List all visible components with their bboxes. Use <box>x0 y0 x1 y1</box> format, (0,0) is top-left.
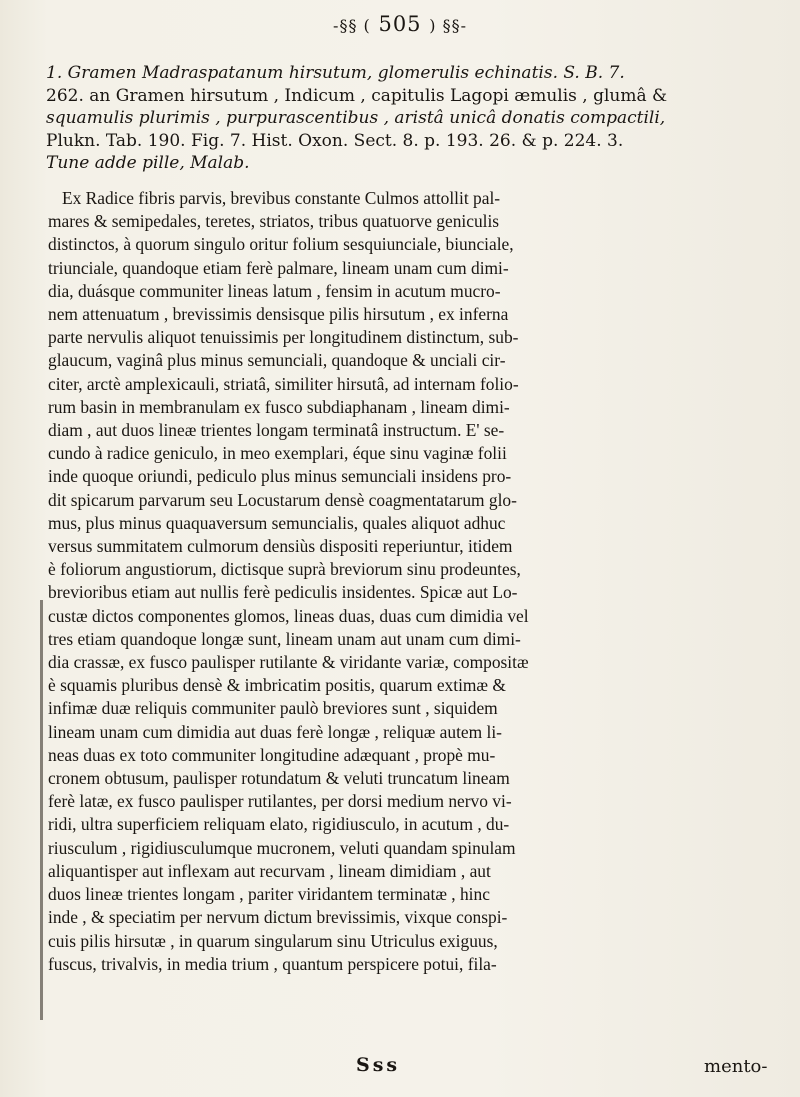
text-line: inde , & speciatim per nervum dictum brevissimis, vixque conspi- <box>48 907 508 928</box>
text-line: mus, plus minus quaquaversum semuncialis, quales aliquot adhuc <box>48 512 506 533</box>
signature-mark: Sss <box>356 1054 401 1076</box>
text-line: inde quoque oriundi, pediculo plus minus semunciali insidens pro- <box>48 466 512 487</box>
text-line: cronem obtusum, paulisper rotundatum & veluti truncatum lineam <box>48 768 510 789</box>
catchword: mento- <box>704 1056 768 1077</box>
binding-shadow <box>40 600 43 1020</box>
text-line: fuscus, trivalvis, in media trium , quantum perspicere potui, fila- <box>48 953 497 974</box>
text-line: ridi, ultra superficiem reliquam elato, rigidiusculo, in acutum , du- <box>48 814 510 835</box>
text-line: cundo à radice geniculo, in meo exemplari, éque sinu vaginæ folii <box>48 443 507 464</box>
text-line: dia, duásque communiter lineas latum , fensim in acutum mucro- <box>48 280 501 301</box>
text-line: ferè latæ, ex fusco paulisper rutilantes, per dorsi medium nervo vi- <box>48 791 512 812</box>
header-ornament-left: -§§ ( <box>333 16 371 35</box>
text-line: citer, arctè amplexicauli, striatâ, similiter hirsutâ, ad internam folio- <box>48 373 519 394</box>
header-ornament-right: ) §§- <box>429 16 467 35</box>
text-line: triunciale, quandoque etiam ferè palmare, lineam unam cum dimi- <box>48 257 509 278</box>
text-line: neas duas ex toto communiter longitudine adæquant , propè mu- <box>48 744 496 765</box>
text-line: dit spicarum parvarum seu Locustarum densè coagmentatarum glo- <box>48 489 517 510</box>
page-footer <box>0 1054 800 1084</box>
text-line: è squamis pluribus densè & imbricatim positis, quarum extimæ & <box>48 675 506 696</box>
text-line: è foliorum angustiorum, dictisque suprà breviorum sinu prodeuntes, <box>48 559 521 580</box>
text-line: nem attenuatum , brevissimis densisque pilis hirsutum , ex inferna <box>48 304 509 325</box>
text-line: infimæ duæ reliquis communiter paulò breviores sunt , siquidem <box>48 698 498 719</box>
text-line: diam , aut duos lineæ trientes longam terminatâ instructum. E' se- <box>48 420 505 441</box>
text-line: rum basin in membranulam ex fusco subdiaphanam , lineam dimi- <box>48 396 510 417</box>
species-entry <box>46 62 766 175</box>
text-line: riusculum , rigidiusculumque mucronem, veluti quandam spinulam <box>48 837 516 858</box>
text-line: mares & semipedales, teretes, striatos, tribus quatuorve geniculis <box>48 211 500 232</box>
text-line: duos lineæ trientes longam , pariter viridantem terminatæ , hinc <box>48 884 490 905</box>
page-header <box>0 12 800 36</box>
text-line: custæ dictos componentes glomos, lineas duas, duas cum dimidia vel <box>48 605 529 626</box>
text-line: aliquantisper aut inflexam aut recurvam , lineam dimidiam , aut <box>48 860 491 881</box>
entry-line: Tune adde pille, Malab. <box>46 153 250 173</box>
text-line: lineam unam cum dimidia aut duas ferè longæ , reliquæ autem li- <box>48 721 502 742</box>
entry-line: 1. Gramen Madraspatanum hirsutum, glomerulis echinatis. S. B. 7. <box>46 63 625 83</box>
description-text <box>48 187 776 976</box>
page-number: 505 <box>378 12 422 36</box>
text-line: Ex Radice fibris parvis, brevibus constante Culmos attollit pal- <box>62 188 501 208</box>
text-line: glaucum, vaginâ plus minus semunciali, quandoque & unciali cir- <box>48 350 506 371</box>
text-line: parte nervulis aliquot tenuissimis per longitudinem distinctum, sub- <box>48 327 519 348</box>
entry-line: squamulis plurimis , purpurascentibus , aristâ unicâ donatis compactili, <box>46 108 666 128</box>
text-line: brevioribus etiam aut nullis ferè pediculis insidentes. Spicæ aut Lo- <box>48 582 518 603</box>
text-line: cuis pilis hirsutæ , in quarum singularum sinu Utriculus exiguus, <box>48 930 498 951</box>
text-line: versus summitatem culmorum densiùs dispositi reperiuntur, itidem <box>48 536 513 557</box>
entry-line: Plukn. Tab. 190. Fig. 7. Hist. Oxon. Sect. 8. p. 193. 26. & p. 224. 3. <box>46 130 624 151</box>
entry-line: 262. an Gramen hirsutum , Indicum , capitulis Lagopi æmulis , glumâ & <box>46 85 668 106</box>
text-line: tres etiam quandoque longæ sunt, lineam unam aut unam cum dimi- <box>48 628 521 649</box>
text-line: distinctos, à quorum singulo oritur folium sesquiunciale, biunciale, <box>48 234 514 255</box>
text-line: dia crassæ, ex fusco paulisper rutilante & viridante variæ, compositæ <box>48 652 529 673</box>
